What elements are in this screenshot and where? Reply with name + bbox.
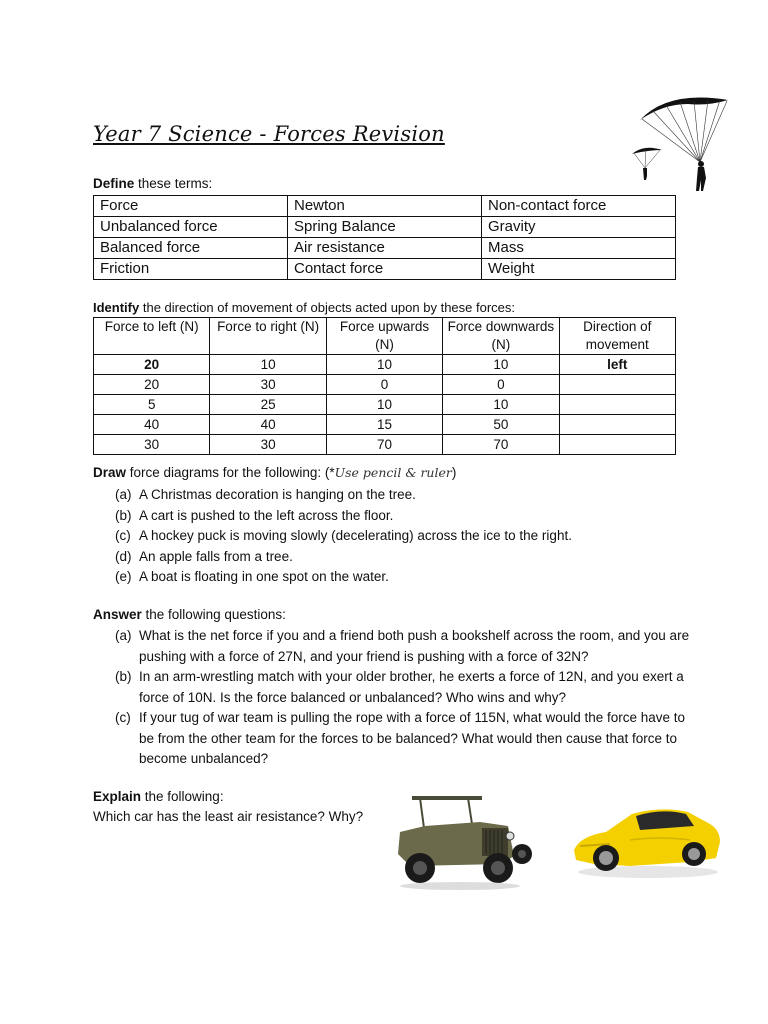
term-cell: Mass [482, 238, 676, 259]
define-instruction [93, 176, 212, 191]
table-cell: 20 [94, 355, 210, 375]
list-text: A cart is pushed to the left across the floor. [139, 507, 394, 523]
identify-instruction [93, 300, 515, 315]
answer-instruction [93, 607, 286, 622]
list-item [93, 526, 572, 547]
table-cell [559, 395, 675, 415]
list-marker: (b) [115, 669, 132, 684]
table-cell: 5 [94, 395, 210, 415]
worksheet-title: Year 7 Science - Forces Revision [93, 122, 445, 146]
explain-label-rest: the following: [141, 789, 224, 804]
list-item [93, 708, 693, 770]
term-cell: Balanced force [94, 238, 288, 259]
list-item [93, 506, 572, 527]
table-cell: 0 [443, 375, 559, 395]
table-cell: 10 [443, 355, 559, 375]
draw-label: Draw [93, 465, 127, 480]
column-header: Force to left (N) [94, 318, 210, 355]
table-cell: 15 [326, 415, 442, 435]
term-cell: Gravity [482, 217, 676, 238]
list-item [93, 547, 572, 568]
table-row [94, 415, 676, 435]
list-text: If your tug of war team is pulling the rope with a force of 115N, what would the force have to be from the other team for the forces to be balanced? What would then cause that force to become unbalanced? [139, 710, 686, 766]
table-cell: 40 [210, 415, 326, 435]
explain-label: Explain [93, 789, 142, 804]
answer-label: Answer [93, 607, 142, 622]
table-header-row [94, 318, 676, 355]
forces-table [93, 317, 676, 455]
list-marker: (a) [115, 487, 132, 502]
list-text: In an arm-wrestling match with your older brother, he exerts a force of 12N, and you exert a force of 10N. Is the force balanced or unbalanced? Who wins and why? [139, 669, 684, 705]
draw-label-close: ) [451, 465, 457, 480]
table-cell [559, 415, 675, 435]
term-cell: Weight [482, 259, 676, 280]
explain-question: Which car has the least air resistance? Why? [93, 809, 364, 824]
term-cell: Air resistance [288, 238, 482, 259]
table-row [94, 238, 676, 259]
list-marker: (c) [115, 528, 131, 543]
table-cell: 10 [443, 395, 559, 415]
term-cell: Unbalanced force [94, 217, 288, 238]
list-item [93, 626, 693, 667]
term-cell: Force [94, 196, 288, 217]
column-header: Force downwards (N) [443, 318, 559, 355]
identify-label: Identify [93, 300, 140, 315]
table-cell: 40 [94, 415, 210, 435]
list-text: A hockey puck is moving slowly (decelerating) across the ice to the right. [139, 528, 572, 543]
draw-label-rest: force diagrams for the following: (* [126, 465, 335, 480]
table-row [94, 217, 676, 238]
list-marker: (a) [115, 628, 132, 643]
term-cell: Spring Balance [288, 217, 482, 238]
identify-label-rest: the direction of movement of objects acted upon by these forces: [139, 300, 516, 315]
table-row [94, 375, 676, 395]
parachutes-image [628, 92, 733, 194]
table-cell: 50 [443, 415, 559, 435]
table-cell: left [559, 355, 675, 375]
list-item [93, 567, 572, 588]
list-text: An apple falls from a tree. [139, 548, 293, 564]
define-label: Define [93, 176, 135, 191]
define-label-rest: these terms: [134, 176, 213, 191]
sports-car-image [570, 800, 725, 880]
pencil-ruler-note: Use pencil & ruler [334, 465, 452, 480]
table-cell: 0 [326, 375, 442, 395]
terms-table [93, 195, 676, 280]
table-row [94, 259, 676, 280]
term-cell: Contact force [288, 259, 482, 280]
list-text: A Christmas decoration is hanging on the tree. [139, 487, 416, 502]
term-cell: Non-contact force [482, 196, 676, 217]
column-header: Force to right (N) [210, 318, 326, 355]
table-cell: 10 [326, 355, 442, 375]
term-cell: Newton [288, 196, 482, 217]
table-cell: 10 [210, 355, 326, 375]
list-item [93, 485, 572, 506]
table-cell: 10 [326, 395, 442, 415]
table-cell: 20 [94, 375, 210, 395]
list-marker: (b) [115, 507, 132, 523]
table-cell: 30 [210, 435, 326, 455]
draw-instruction [93, 465, 456, 480]
answer-label-rest: the following questions: [141, 607, 286, 622]
list-marker: (d) [115, 548, 132, 564]
table-cell: 25 [210, 395, 326, 415]
list-marker: (c) [115, 710, 131, 725]
list-text: What is the net force if you and a friend both push a bookshelf across the room, and you are pushing with a force of 27N, and your friend is pushing with a force of 32N? [139, 628, 690, 664]
table-cell: 70 [443, 435, 559, 455]
column-header: Force upwards (N) [326, 318, 442, 355]
list-marker: (e) [115, 569, 132, 584]
answer-list [93, 626, 693, 770]
table-cell: 30 [94, 435, 210, 455]
table-cell: 30 [210, 375, 326, 395]
table-row [94, 196, 676, 217]
explain-instruction [93, 789, 224, 804]
table-row [94, 395, 676, 415]
table-row [94, 355, 676, 375]
table-row [94, 435, 676, 455]
column-header: Direction of movement [559, 318, 675, 355]
table-cell [559, 375, 675, 395]
draw-list [93, 485, 572, 588]
list-text: A boat is floating in one spot on the water. [139, 569, 389, 584]
term-cell: Friction [94, 259, 288, 280]
table-cell [559, 435, 675, 455]
list-item [93, 667, 693, 708]
jeep-image [390, 792, 535, 892]
table-cell: 70 [326, 435, 442, 455]
